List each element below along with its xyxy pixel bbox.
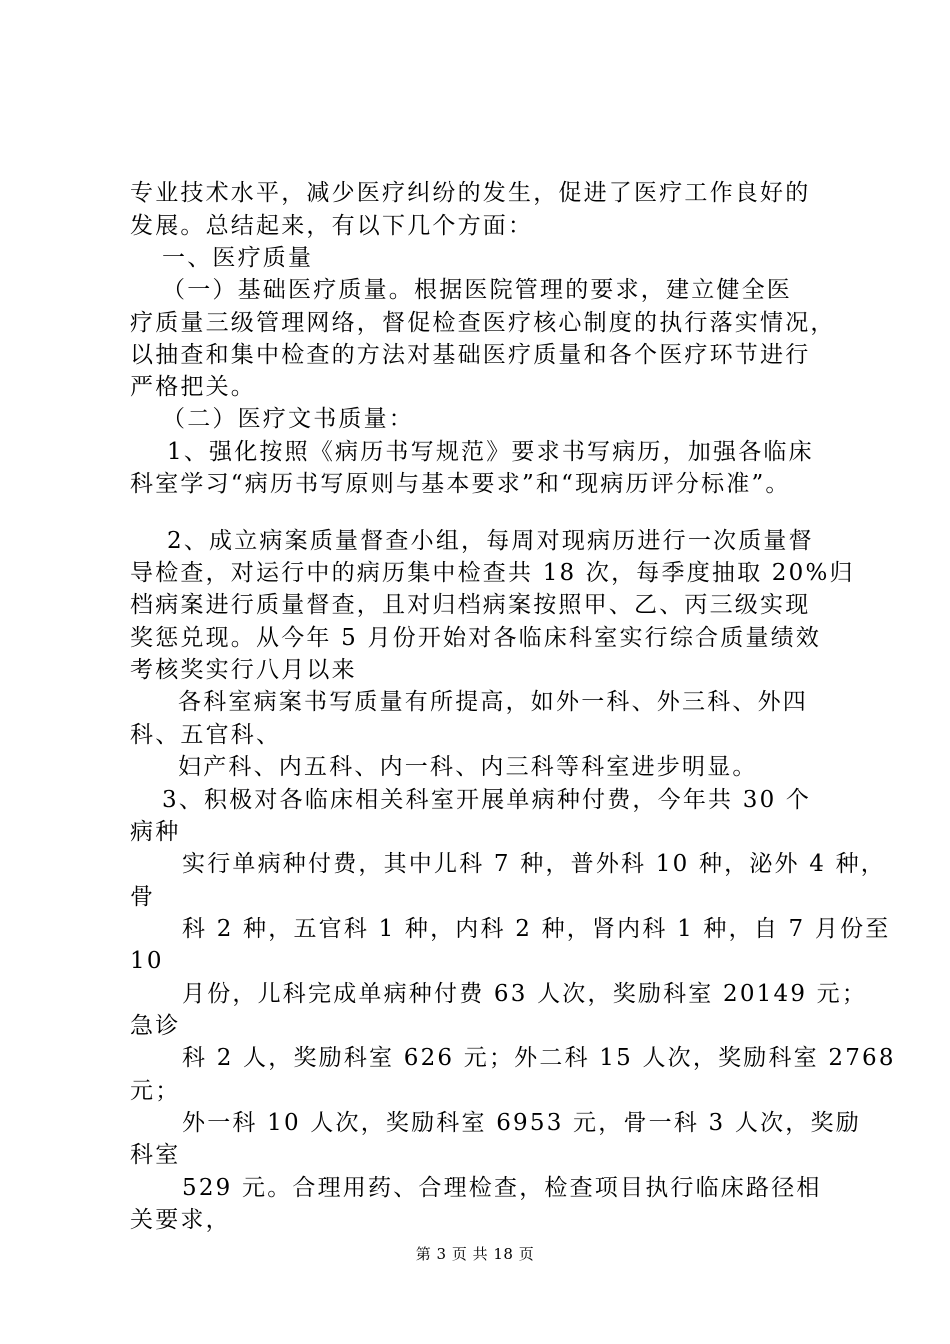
body-text-line: 档病案进行质量督查，且对归档病案按照甲、乙、丙三级实现 bbox=[130, 592, 811, 618]
body-text-line: 外一科 10 人次，奖励科室 6953 元，骨一科 3 人次，奖励 bbox=[182, 1110, 861, 1136]
body-text-line: 妇产科、内五科、内一科、内三科等科室进步明显。 bbox=[178, 754, 758, 780]
body-text-line: 关要求， bbox=[130, 1207, 231, 1233]
page-footer: 第 3 页 共 18 页 bbox=[415, 1245, 535, 1263]
body-text-line: 骨 bbox=[130, 884, 156, 910]
body-text-line: 专业技术水平，减少医疗纠纷的发生，促进了医疗工作良好的 bbox=[130, 180, 811, 206]
body-text-line: 元； bbox=[130, 1078, 181, 1104]
subsection-heading: （二）医疗文书质量： bbox=[162, 406, 414, 432]
body-text-line: 3、积极对各临床相关科室开展单病种付费，今年共 30 个 bbox=[162, 787, 812, 813]
body-text-line: 发展。总结起来，有以下几个方面： bbox=[130, 213, 534, 239]
body-text-line: 科 2 种，五官科 1 种，内科 2 种，肾内科 1 种，自 7 月份至 bbox=[182, 916, 891, 942]
body-text-line: 奖惩兑现。从今年 5 月份开始对各临床科室实行综合质量绩效 bbox=[130, 625, 822, 651]
body-text-line: 以抽查和集中检查的方法对基础医疗质量和各个医疗环节进行 bbox=[130, 342, 811, 368]
body-text-line: 1、强化按照《病历书写规范》要求书写病历，加强各临床 bbox=[167, 439, 814, 465]
body-text-line: 2、成立病案质量督查小组，每周对现病历进行一次质量督 bbox=[167, 528, 814, 554]
body-text-line: 科 2 人，奖励科室 626 元；外二科 15 人次，奖励科室 2768 bbox=[182, 1045, 896, 1071]
body-text-line: 急诊 bbox=[130, 1013, 181, 1039]
subsection-heading: （一）基础医疗质量。根据医院管理的要求，建立健全医 bbox=[162, 277, 792, 303]
body-text-line: 529 元。合理用药、合理检查，检查项目执行临床路径相 bbox=[182, 1175, 822, 1201]
body-text-line: 10 bbox=[130, 948, 164, 974]
body-text-line: 实行单病种付费，其中儿科 7 种，普外科 10 种，泌外 4 种， bbox=[182, 851, 886, 877]
body-text-line: 科室 bbox=[130, 1142, 181, 1168]
body-text-line: 严格把关。 bbox=[130, 374, 256, 400]
body-text-line: 月份，儿科完成单病种付费 63 人次，奖励科室 20149 元； bbox=[182, 981, 868, 1007]
body-text-line: 考核奖实行八月以来 bbox=[130, 657, 357, 683]
section-heading: 一、医疗质量 bbox=[162, 245, 314, 271]
body-text-line: 各科室病案书写质量有所提高，如外一科、外三科、外四 bbox=[178, 689, 808, 715]
body-text-line: 导检查，对运行中的病历集中检查共 18 次，每季度抽取 20%归 bbox=[130, 560, 855, 586]
body-text-line: 病种 bbox=[130, 819, 181, 845]
body-text-line: 疗质量三级管理网络，督促检查医疗核心制度的执行落实情况， bbox=[130, 310, 836, 336]
body-text-line: 科、五官科、 bbox=[130, 722, 282, 748]
body-text-line: 科室学习“病历书写原则与基本要求”和“现病历评分标准”。 bbox=[130, 471, 791, 497]
